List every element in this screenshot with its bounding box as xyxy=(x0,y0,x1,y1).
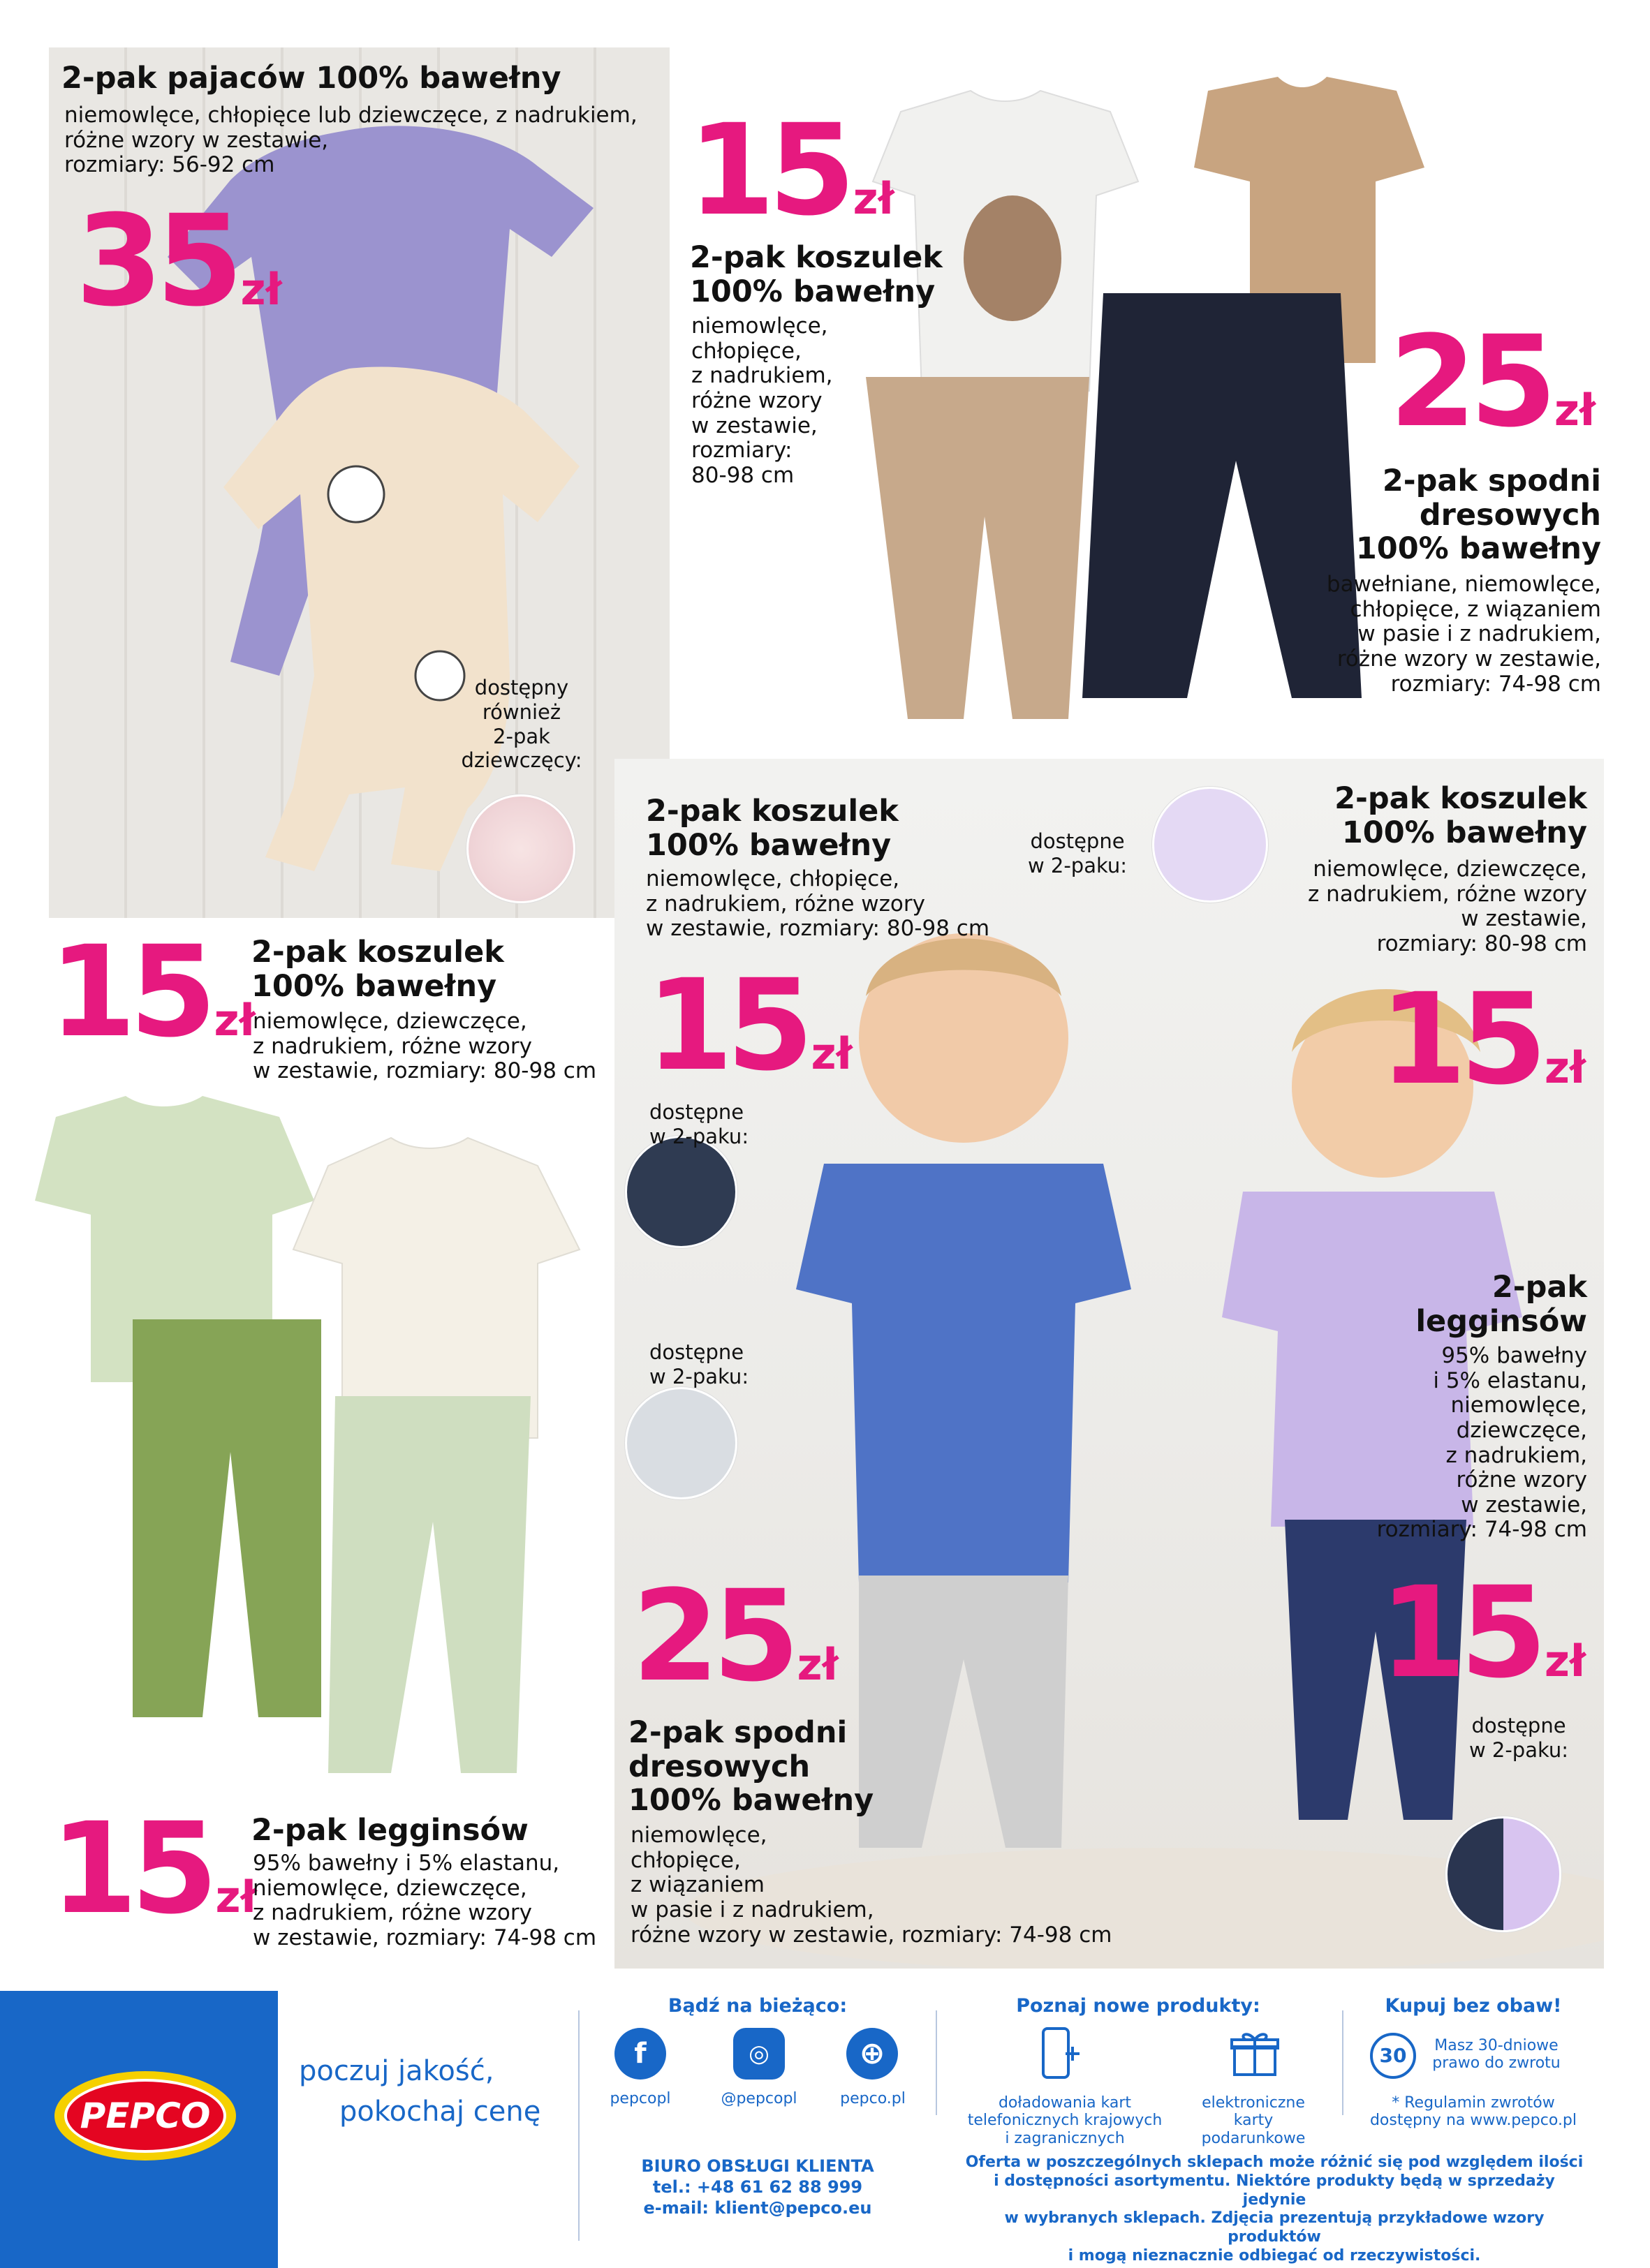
globe-icon[interactable]: ⊕ xyxy=(846,2028,898,2080)
p6-availability-joggers: dostępne w 2-paku: xyxy=(649,1340,749,1388)
return-text: Masz 30-dniowe prawo do zwrotu xyxy=(1432,2037,1561,2073)
p3-title: 2-pak spodni dresowych 100% bawełny xyxy=(1355,464,1601,567)
return-note: * Regulamin zwrotów dostępny na www.pepco.pl xyxy=(1369,2094,1577,2130)
p1-price: 35zł xyxy=(75,188,282,334)
slogan: poczuj jakość, pokochaj cenę xyxy=(299,2055,541,2128)
facebook-label[interactable]: pepcopl xyxy=(610,2090,671,2107)
customer-service: BIURO OBSŁUGI KLIENTA tel.: +48 61 62 88 999 e-mail: klient@pepco.eu xyxy=(641,2156,874,2218)
p4-title: 2-pak koszulek 100% bawełny xyxy=(251,935,504,1004)
p5-title: 2-pak legginsów xyxy=(251,1813,529,1848)
instagram-icon[interactable]: ◎ xyxy=(733,2028,785,2080)
p2-title: 2-pak koszulek 100% bawełny xyxy=(690,240,943,309)
girl-set-photo xyxy=(28,1089,607,1787)
p2-price: 15zł xyxy=(688,98,894,244)
p8-desc: 95% bawełny i 5% elastanu, niemowlęce, dziewczęce, z nadrukiem, różne wzory w zestawie, rozmiary: 74-98 cm xyxy=(1376,1343,1587,1543)
returns-heading: Kupuj bez obaw! xyxy=(1385,1995,1562,2017)
p6-availability-shirts: dostępne w 2-paku: xyxy=(649,1100,749,1148)
p3-price: 25zł xyxy=(1389,309,1596,455)
website-label[interactable]: pepco.pl xyxy=(840,2090,906,2107)
phone-topup-icon xyxy=(1040,2026,1082,2083)
p6-title: 2-pak koszulek 100% bawełny xyxy=(646,794,899,863)
disclaimer: Oferta w poszczególnych sklepach może różnić się pod względem ilości i dostępności asortymentu. Niektóre produkty będą w sprzedaży jedynie w wybranych sklepach. Zdjęcia prezentują przykładowe wzory produktów i mogą nieznacznie odbiegać od rzeczywistości. xyxy=(965,2154,1584,2265)
footer-divider xyxy=(578,2010,580,2241)
boy-joggers-thumbnail xyxy=(625,1387,737,1499)
p4-price: 15zł xyxy=(49,919,256,1065)
instagram-label[interactable]: @pepcopl xyxy=(721,2090,797,2107)
leggings-thumbnail xyxy=(1445,1816,1561,1932)
p1-title: 2-pak pajaców 100% bawełny xyxy=(61,61,561,96)
p5-price: 15zł xyxy=(50,1796,257,1942)
footer-divider xyxy=(936,2010,937,2115)
pepco-logo[interactable]: PEPCO xyxy=(64,2079,226,2153)
p7-availability: dostępne w 2-paku: xyxy=(1027,829,1128,877)
p1-desc: niemowlęce, chłopięce lub dziewczęce, z nadrukiem, różne wzory w zestawie, rozmiary: 56-92 cm xyxy=(64,103,638,178)
footer-divider xyxy=(1342,2010,1343,2115)
p4-desc: niemowlęce, dziewczęce, z nadrukiem, różne wzory w zestawie, rozmiary: 80-98 cm xyxy=(253,1009,597,1084)
gift-card-icon xyxy=(1230,2030,1279,2079)
p2-desc: niemowlęce, chłopięce, z nadrukiem, różne wzory w zestawie, rozmiary: 80-98 cm xyxy=(691,313,833,488)
new-products-heading: Poznaj nowe produkty: xyxy=(1016,1995,1260,2017)
p6-price: 15zł xyxy=(646,953,853,1099)
return-30-icon: 30 xyxy=(1370,2033,1416,2079)
gift-card-label: elektroniczne karty podarunkowe xyxy=(1201,2094,1306,2147)
p9-title: 2-pak spodni dresowych 100% bawełny xyxy=(628,1715,874,1818)
p7-desc: niemowlęce, dziewczęce, z nadrukiem, różne wzory w zestawie, rozmiary: 80-98 cm xyxy=(1308,857,1587,956)
phone-topup-label: doładowania kart telefonicznych krajowych i zagranicznych xyxy=(967,2094,1163,2147)
p7-title: 2-pak koszulek 100% bawełny xyxy=(1334,781,1587,850)
p6-desc: niemowlęce, chłopięce, z nadrukiem, różne wzory w zestawie, rozmiary: 80-98 cm xyxy=(646,866,990,942)
facebook-icon[interactable]: f xyxy=(614,2028,666,2080)
p9-desc: niemowlęce, chłopięce, z wiązaniem w pasie i z nadrukiem, różne wzory w zestawie, rozmiary: 74-98 cm xyxy=(631,1823,1112,1948)
rompers-photo xyxy=(49,47,670,918)
p7-price: 15zł xyxy=(1379,967,1586,1113)
p3-desc: bawełniane, niemowlęce, chłopięce, z wiązaniem w pasie i z nadrukiem, różne wzory w zestawie, rozmiary: 74-98 cm xyxy=(1326,572,1601,697)
social-heading: Bądź na bieżąco: xyxy=(668,1995,848,2017)
p9-price: 25zł xyxy=(632,1564,839,1710)
p8-price: 15zł xyxy=(1379,1560,1586,1706)
p5-desc: 95% bawełny i 5% elastanu, niemowlęce, dziewczęce, z nadrukiem, różne wzory w zestawie, rozmiary: 74-98 cm xyxy=(253,1851,597,1950)
p1-availability: dostępny również 2-pak dziewczęcy: xyxy=(461,676,582,773)
girl-romper-thumbnail xyxy=(466,794,575,903)
blue-shirts-thumbnail xyxy=(625,1136,737,1248)
p8-title: 2-pak legginsów xyxy=(1415,1270,1587,1339)
girl-shirts-thumbnail xyxy=(1152,787,1268,903)
rompers-illustration xyxy=(49,47,670,918)
p8-availability: dostępne w 2-paku: xyxy=(1468,1714,1569,1762)
